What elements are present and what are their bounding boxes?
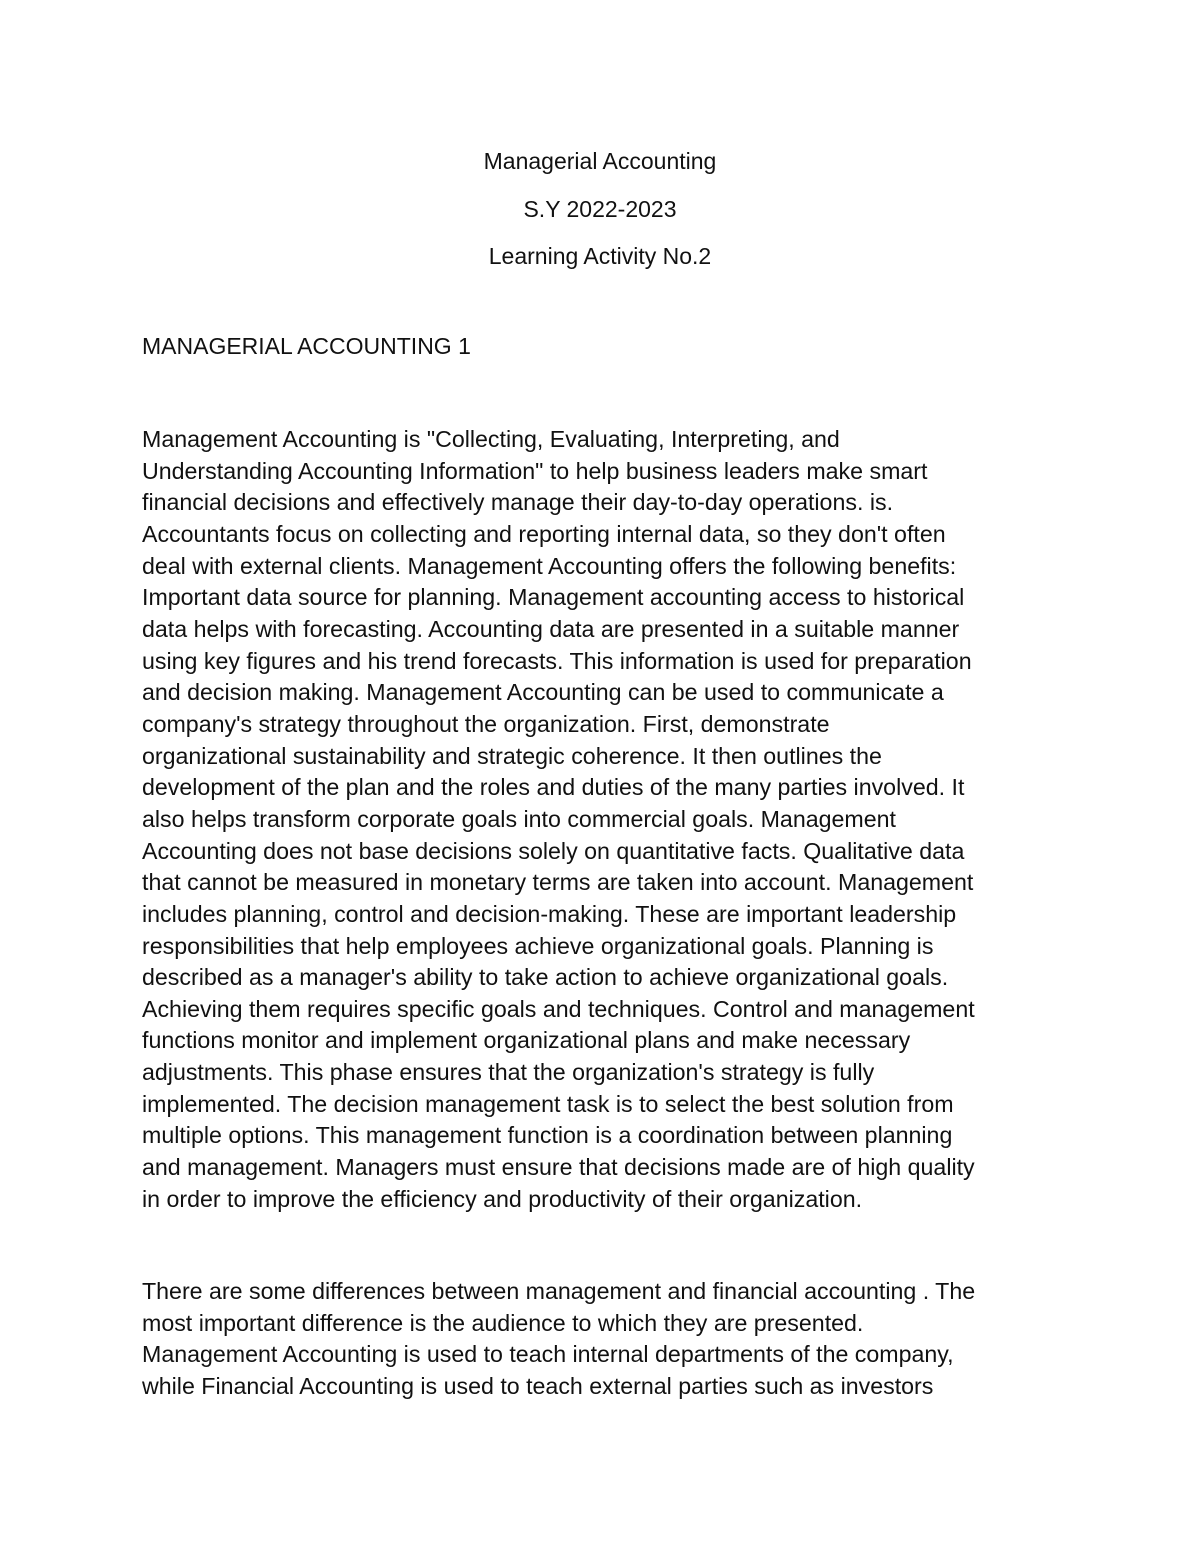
body-paragraph-2: There are some differences between management and financial accounting . The most important difference is the audience to which they are presented. Management Accounting is used to teach internal departments of the company, while Financial Accounting is used to teach external parties such as investors bbox=[142, 1278, 976, 1399]
document-header bbox=[0, 138, 1200, 281]
school-year: S.Y 2022-2023 bbox=[523, 195, 677, 222]
section-heading: MANAGERIAL ACCOUNTING 1 bbox=[142, 333, 471, 359]
body-paragraph-1: Management Accounting is "Collecting, Evaluating, Interpreting, and Understanding Accounting Information" to help business leaders make smart financial decisions and effectively manage their day-to-day operations. is. Accountants focus on collecting and reporting internal data, so they don't often deal with external clients. Management Accounting offers the following benefits: Important data source for planning. Management accounting access to historical data helps with forecasting. Accounting data are presented in a suitable manner using key figures and his trend forecasts. This information is used for preparation and decision making. Management Accounting can be used to communicate a company's strategy throughout the organization. First, demonstrate organizational sustainability and strategic coherence. It then outlines the development of the plan and the roles and duties of the many parties involved. It also helps transform corporate goals into commercial goals. Management Accounting does not base decisions solely on quantitative facts. Qualitative data that cannot be measured in monetary terms are taken into account. Management includes planning, control and decision-making. These are important leadership responsibilities that help employees achieve organizational goals. Planning is described as a manager's ability to take action to achieve organizational goals. Achieving them requires specific goals and techniques. Control and management functions monitor and implement organizational plans and make necessary adjustments. This phase ensures that the organization's strategy is fully implemented. The decision management task is to select the best solution from multiple options. This management function is a coordination between planning and management. Managers must ensure that decisions made are of high quality in order to improve the efficiency and productivity of their organization. bbox=[142, 426, 975, 1212]
activity-label: Learning Activity No.2 bbox=[488, 243, 712, 269]
document-title: Managerial Accounting bbox=[483, 148, 717, 174]
